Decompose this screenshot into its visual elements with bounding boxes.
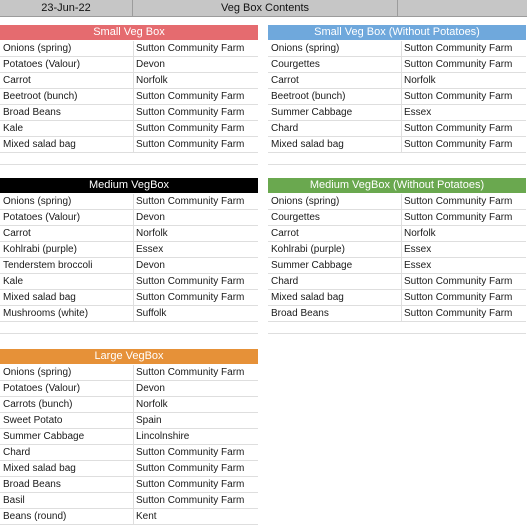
empty-row[interactable] xyxy=(0,322,258,334)
column-divider xyxy=(401,89,402,104)
column-divider xyxy=(401,41,402,56)
item-source-cell[interactable]: Norfolk xyxy=(136,399,168,410)
item-name-cell[interactable]: Mixed salad bag xyxy=(3,463,76,474)
item-source-cell[interactable]: Sutton Community Farm xyxy=(404,196,513,207)
item-name-cell[interactable]: Courgettes xyxy=(271,212,320,223)
item-name-cell[interactable]: Courgettes xyxy=(271,59,320,70)
item-source-cell[interactable]: Sutton Community Farm xyxy=(404,292,513,303)
column-divider xyxy=(133,413,134,428)
column-divider xyxy=(133,242,134,257)
item-name-cell[interactable]: Potatoes (Valour) xyxy=(3,212,81,223)
item-name-cell[interactable]: Mixed salad bag xyxy=(3,139,76,150)
item-source-cell[interactable]: Norfolk xyxy=(404,228,436,239)
item-source-cell[interactable]: Sutton Community Farm xyxy=(136,91,245,102)
box-title: Small Veg Box (Without Potatoes) xyxy=(268,25,526,40)
table-row xyxy=(0,194,258,210)
item-name-cell[interactable]: Onions (spring) xyxy=(271,43,340,54)
item-name-cell[interactable]: Kohlrabi (purple) xyxy=(3,244,77,255)
column-divider xyxy=(401,290,402,305)
item-name-cell[interactable]: Kale xyxy=(3,276,24,287)
table-row xyxy=(268,274,526,290)
item-name-cell[interactable]: Tenderstem broccoli xyxy=(3,260,93,271)
item-source-cell[interactable]: Sutton Community Farm xyxy=(404,59,513,70)
item-source-cell[interactable]: Sutton Community Farm xyxy=(404,43,513,54)
item-name-cell[interactable]: Summer Cabbage xyxy=(3,431,85,442)
item-source-cell[interactable]: Sutton Community Farm xyxy=(404,276,513,287)
table-row xyxy=(268,137,526,153)
column-divider xyxy=(133,121,134,136)
table-row xyxy=(268,194,526,210)
item-name-cell[interactable]: Carrots (bunch) xyxy=(3,399,73,410)
item-source-cell[interactable]: Lincolnshire xyxy=(136,431,190,442)
column-divider xyxy=(401,210,402,225)
column-divider xyxy=(133,509,134,524)
item-source-cell[interactable]: Suffolk xyxy=(136,308,167,319)
item-source-cell[interactable]: Sutton Community Farm xyxy=(136,196,245,207)
item-source-cell[interactable]: Devon xyxy=(136,59,165,70)
item-name-cell[interactable]: Carrot xyxy=(3,228,31,239)
item-name-cell[interactable]: Chard xyxy=(271,123,299,134)
item-name-cell[interactable]: Sweet Potato xyxy=(3,415,63,426)
table-row xyxy=(268,210,526,226)
column-divider xyxy=(133,226,134,241)
column-divider xyxy=(133,381,134,396)
table-row xyxy=(0,89,258,105)
date-cell[interactable]: 23-Jun-22 xyxy=(0,0,133,16)
item-name-cell[interactable]: Summer Cabbage xyxy=(271,260,353,271)
table-row xyxy=(268,290,526,306)
column-divider xyxy=(401,57,402,72)
large-vegbox xyxy=(0,349,258,525)
column-divider xyxy=(401,121,402,136)
empty-row[interactable] xyxy=(268,322,526,334)
item-source-cell[interactable]: Sutton Community Farm xyxy=(136,292,245,303)
item-source-cell[interactable]: Sutton Community Farm xyxy=(404,139,513,150)
table-row xyxy=(0,274,258,290)
table-row xyxy=(0,477,258,493)
column-divider xyxy=(133,429,134,444)
column-divider xyxy=(401,258,402,273)
empty-header-cell[interactable] xyxy=(398,0,527,16)
item-name-cell[interactable]: Beetroot (bunch) xyxy=(271,91,346,102)
column-divider xyxy=(133,461,134,476)
column-divider xyxy=(133,493,134,508)
item-source-cell[interactable]: Sutton Community Farm xyxy=(136,123,245,134)
item-source-cell[interactable]: Essex xyxy=(404,260,432,271)
empty-row[interactable] xyxy=(0,153,258,165)
item-source-cell[interactable]: Essex xyxy=(404,244,432,255)
table-row xyxy=(0,306,258,322)
item-name-cell[interactable]: Onions (spring) xyxy=(3,367,72,378)
column-divider xyxy=(401,274,402,289)
table-row xyxy=(0,509,258,525)
column-divider xyxy=(133,210,134,225)
column-divider xyxy=(401,73,402,88)
column-divider xyxy=(133,477,134,492)
item-name-cell[interactable]: Beans (round) xyxy=(3,511,67,522)
table-row xyxy=(0,137,258,153)
item-source-cell[interactable]: Sutton Community Farm xyxy=(136,43,245,54)
item-name-cell[interactable]: Carrot xyxy=(271,75,299,86)
column-divider xyxy=(133,41,134,56)
item-name-cell[interactable]: Mushrooms (white) xyxy=(3,308,89,319)
item-source-cell[interactable]: Sutton Community Farm xyxy=(136,447,245,458)
item-source-cell[interactable]: Kent xyxy=(136,511,157,522)
column-divider xyxy=(133,194,134,209)
table-row xyxy=(268,57,526,73)
small-veg-box-without-potatoes xyxy=(268,25,526,165)
column-divider xyxy=(133,137,134,152)
table-row xyxy=(0,41,258,57)
sheet-title-cell[interactable]: Veg Box Contents xyxy=(133,0,398,16)
empty-row[interactable] xyxy=(268,153,526,165)
table-row xyxy=(0,290,258,306)
item-source-cell[interactable]: Essex xyxy=(404,107,432,118)
table-row xyxy=(268,242,526,258)
column-divider xyxy=(401,194,402,209)
column-divider xyxy=(133,365,134,380)
item-source-cell[interactable]: Sutton Community Farm xyxy=(136,139,245,150)
column-divider xyxy=(133,397,134,412)
medium-vegbox xyxy=(0,178,258,334)
item-name-cell[interactable]: Mixed salad bag xyxy=(271,139,344,150)
table-row xyxy=(268,105,526,121)
column-divider xyxy=(401,137,402,152)
item-name-cell[interactable]: Broad Beans xyxy=(3,479,61,490)
item-name-cell[interactable]: Beetroot (bunch) xyxy=(3,91,78,102)
item-name-cell[interactable]: Summer Cabbage xyxy=(271,107,353,118)
item-source-cell[interactable]: Spain xyxy=(136,415,162,426)
column-divider xyxy=(133,89,134,104)
table-row xyxy=(0,365,258,381)
item-name-cell[interactable]: Carrot xyxy=(271,228,299,239)
column-divider xyxy=(133,73,134,88)
column-divider xyxy=(401,242,402,257)
table-row xyxy=(0,226,258,242)
item-name-cell[interactable]: Kale xyxy=(3,123,24,134)
table-row xyxy=(0,210,258,226)
item-name-cell[interactable]: Chard xyxy=(271,276,299,287)
table-row xyxy=(268,89,526,105)
table-row xyxy=(0,57,258,73)
table-row xyxy=(0,73,258,89)
table-row xyxy=(0,381,258,397)
item-source-cell[interactable]: Norfolk xyxy=(136,228,168,239)
small-veg-box xyxy=(0,25,258,165)
item-name-cell[interactable]: Mixed salad bag xyxy=(3,292,76,303)
item-name-cell[interactable]: Kohlrabi (purple) xyxy=(271,244,345,255)
column-divider xyxy=(133,445,134,460)
item-name-cell[interactable]: Potatoes (Valour) xyxy=(3,59,81,70)
item-name-cell[interactable]: Chard xyxy=(3,447,31,458)
sheet-header-row xyxy=(0,0,527,17)
table-row xyxy=(0,258,258,274)
table-row xyxy=(0,445,258,461)
column-divider xyxy=(133,290,134,305)
item-source-cell[interactable]: Essex xyxy=(136,244,164,255)
item-name-cell[interactable]: Onions (spring) xyxy=(271,196,340,207)
table-row xyxy=(268,306,526,322)
table-row xyxy=(268,41,526,57)
item-source-cell[interactable]: Sutton Community Farm xyxy=(136,107,245,118)
item-source-cell[interactable]: Sutton Community Farm xyxy=(136,367,245,378)
table-row xyxy=(0,121,258,137)
item-source-cell[interactable]: Sutton Community Farm xyxy=(136,479,245,490)
column-divider xyxy=(133,258,134,273)
column-divider xyxy=(133,274,134,289)
item-source-cell[interactable]: Sutton Community Farm xyxy=(136,495,245,506)
box-title: Medium VegBox (Without Potatoes) xyxy=(268,178,526,193)
item-source-cell[interactable]: Devon xyxy=(136,260,165,271)
table-row xyxy=(268,73,526,89)
item-name-cell[interactable]: Basil xyxy=(3,495,25,506)
box-title: Medium VegBox xyxy=(0,178,258,193)
item-name-cell[interactable]: Carrot xyxy=(3,75,31,86)
item-name-cell[interactable]: Potatoes (Valour) xyxy=(3,383,81,394)
item-source-cell[interactable]: Sutton Community Farm xyxy=(136,463,245,474)
medium-vegbox-without-potatoes xyxy=(268,178,526,334)
item-name-cell[interactable]: Mixed salad bag xyxy=(271,292,344,303)
box-title: Large VegBox xyxy=(0,349,258,364)
item-name-cell[interactable]: Broad Beans xyxy=(271,308,329,319)
item-source-cell[interactable]: Norfolk xyxy=(136,75,168,86)
item-source-cell[interactable]: Sutton Community Farm xyxy=(404,308,513,319)
column-divider xyxy=(401,105,402,120)
item-source-cell[interactable]: Devon xyxy=(136,383,165,394)
column-divider xyxy=(401,306,402,321)
item-source-cell[interactable]: Sutton Community Farm xyxy=(404,91,513,102)
table-row xyxy=(0,429,258,445)
table-row xyxy=(0,493,258,509)
box-title: Small Veg Box xyxy=(0,25,258,40)
table-row xyxy=(268,121,526,137)
table-row xyxy=(0,242,258,258)
column-divider xyxy=(133,57,134,72)
item-name-cell[interactable]: Onions (spring) xyxy=(3,43,72,54)
item-source-cell[interactable]: Devon xyxy=(136,212,165,223)
column-divider xyxy=(401,226,402,241)
item-source-cell[interactable]: Sutton Community Farm xyxy=(136,276,245,287)
table-row xyxy=(0,461,258,477)
table-row xyxy=(0,105,258,121)
table-row xyxy=(268,226,526,242)
table-row xyxy=(0,397,258,413)
item-source-cell[interactable]: Sutton Community Farm xyxy=(404,123,513,134)
item-name-cell[interactable]: Broad Beans xyxy=(3,107,61,118)
column-divider xyxy=(133,306,134,321)
column-divider xyxy=(133,105,134,120)
table-row xyxy=(268,258,526,274)
item-source-cell[interactable]: Norfolk xyxy=(404,75,436,86)
item-source-cell[interactable]: Sutton Community Farm xyxy=(404,212,513,223)
item-name-cell[interactable]: Onions (spring) xyxy=(3,196,72,207)
table-row xyxy=(0,413,258,429)
